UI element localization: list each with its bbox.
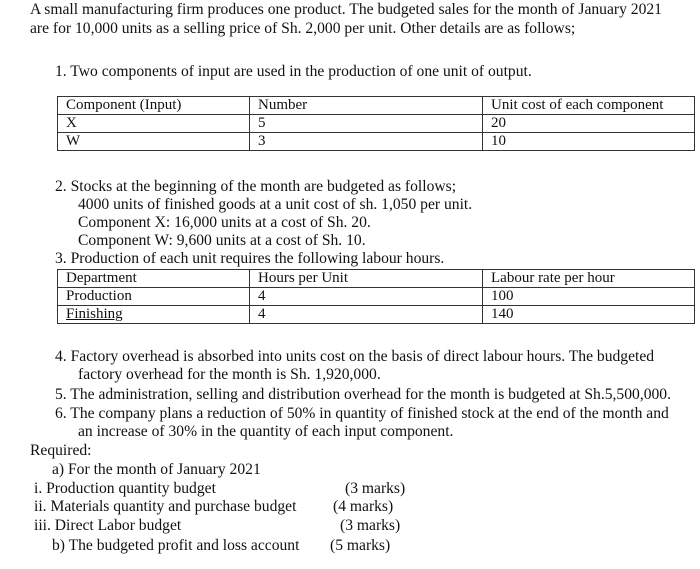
table-cell: Finishing	[58, 306, 250, 324]
item-2-line-2: 4000 units of finished goods at a unit cost of sh. 1,050 per unit.	[78, 196, 473, 213]
item-4-line-2: factory overhead for the month is Sh. 1,920,000.	[78, 366, 381, 383]
required-ii: ii. Materials quantity and purchase budget	[34, 498, 297, 515]
components-table	[57, 96, 695, 151]
labour-table	[57, 269, 695, 324]
table-header-cell: Component (Input)	[58, 97, 250, 115]
required-i: i. Production quantity budget	[34, 480, 216, 497]
table-row	[58, 306, 695, 324]
required-ii-marks: (4 marks)	[333, 498, 394, 515]
item-1: 1. Two components of input are used in the production of one unit of output.	[55, 63, 532, 80]
table-row	[58, 270, 695, 288]
item-2-line-4: Component W: 9,600 units at a cost of Sh. 10.	[78, 232, 366, 249]
table-cell: Production	[58, 288, 250, 306]
intro-line-1: A small manufacturing firm produces one product. The budgeted sales for the month of January 2021	[30, 1, 662, 18]
item-2-line-1: 2. Stocks at the beginning of the month are budgeted as follows;	[55, 178, 457, 195]
table-cell: 4	[250, 288, 483, 306]
item-2-line-3: Component X: 16,000 units at a cost of Sh. 20.	[78, 214, 371, 231]
item-6-line-2: an increase of 30% in the quantity of each input component.	[78, 423, 454, 440]
item-5: 5. The administration, selling and distribution overhead for the month is budgeted at Sh.5,500,000.	[55, 386, 672, 403]
required-b-marks: (5 marks)	[330, 537, 391, 554]
table-cell: 3	[250, 133, 483, 151]
item-4-line-1: 4. Factory overhead is absorbed into units cost on the basis of direct labour hours. The budgeted	[55, 348, 655, 365]
table-row	[58, 288, 695, 306]
item-3: 3. Production of each unit requires the following labour hours.	[55, 250, 445, 267]
table-header-cell: Hours per Unit	[250, 270, 483, 288]
table-cell: 5	[250, 115, 483, 133]
table-row	[58, 133, 695, 151]
intro-line-2: are for 10,000 units as a selling price of Sh. 2,000 per unit. Other details are as follows;	[30, 20, 576, 37]
table-header-cell: Number	[250, 97, 483, 115]
table-cell: 20	[483, 115, 695, 133]
required-i-marks: (3 marks)	[345, 480, 406, 497]
item-6-line-1: 6. The company plans a reduction of 50% in quantity of finished stock at the end of the month and	[55, 405, 669, 422]
table-header-cell: Unit cost of each component	[483, 97, 695, 115]
table-cell: X	[58, 115, 250, 133]
required-iii: iii. Direct Labor budget	[34, 517, 182, 534]
table-header-cell: Department	[58, 270, 250, 288]
table-cell: 4	[250, 306, 483, 324]
required-label: Required:	[30, 442, 92, 459]
required-b: b) The budgeted profit and loss account	[52, 537, 300, 554]
table-cell: 10	[483, 133, 695, 151]
table-cell: W	[58, 133, 250, 151]
required-a: a) For the month of January 2021	[52, 461, 261, 478]
table-header-cell: Labour rate per hour	[483, 270, 695, 288]
table-row	[58, 97, 695, 115]
table-cell: 100	[483, 288, 695, 306]
table-cell: 140	[483, 306, 695, 324]
table-row	[58, 115, 695, 133]
required-iii-marks: (3 marks)	[340, 517, 401, 534]
